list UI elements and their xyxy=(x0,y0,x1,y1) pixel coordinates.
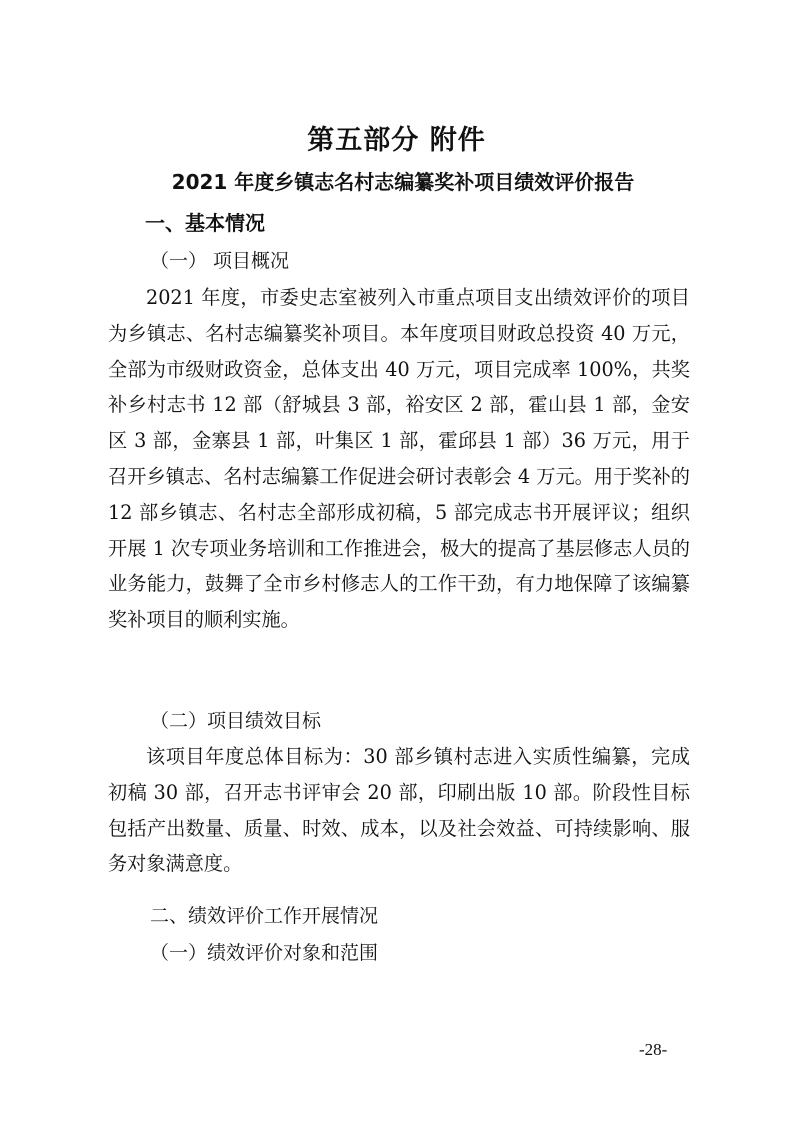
overview-paragraph: 2021 年度，市委史志室被列入市重点项目支出绩效评价的项目为乡镇志、名村志编纂奖补项目。本年度项目财政总投资 40 万元，全部为市级财政资金，总体支出 40 万元，项目完成率 100%，共奖补乡村志书 12 部（舒城县 3 部，裕安区 2 部，霍山县 1 部，金安区 3 部，金寨县 1 部，叶集区 1 部，霍邱县 1 部）36 万元，用于召开乡镇志、名村志编纂工作促进会研讨表彰会 4 万元。用于奖补的 12 部乡镇志、名村志全部形成初稿，5 部完成志书开展评议；组织开展 1 次专项业务培训和工作推进会，极大的提高了基层修志人员的业务能力，鼓舞了全市乡村修志人的工作干劲，有力地保障了该编纂奖补项目的顺利实施。 xyxy=(108,286,690,632)
report-title: 2021 年度乡镇志名村志编纂奖补项目绩效评价报告 xyxy=(171,170,635,194)
evaluation-heading: 二、绩效评价工作开展情况 xyxy=(150,905,379,927)
evaluation-sub-heading: （一）绩效评价对象和范围 xyxy=(150,942,379,964)
basic-info-heading: 一、基本情况 xyxy=(145,211,265,235)
page-number: -28- xyxy=(639,1040,668,1059)
overview-heading: （一） 项目概况 xyxy=(150,250,290,272)
goals-heading: （二）项目绩效目标 xyxy=(150,710,322,732)
goals-paragraph: 该项目年度总体目标为：30 部乡镇村志进入实质性编纂，完成初稿 30 部，召开志书评审会 20 部，印刷出版 10 部。阶段性目标包括产出数量、质量、时效、成本，以及社会效益、可持续影响、服务对象满意度。 xyxy=(108,745,690,876)
part-title: 第五部分 附件 xyxy=(307,125,486,156)
